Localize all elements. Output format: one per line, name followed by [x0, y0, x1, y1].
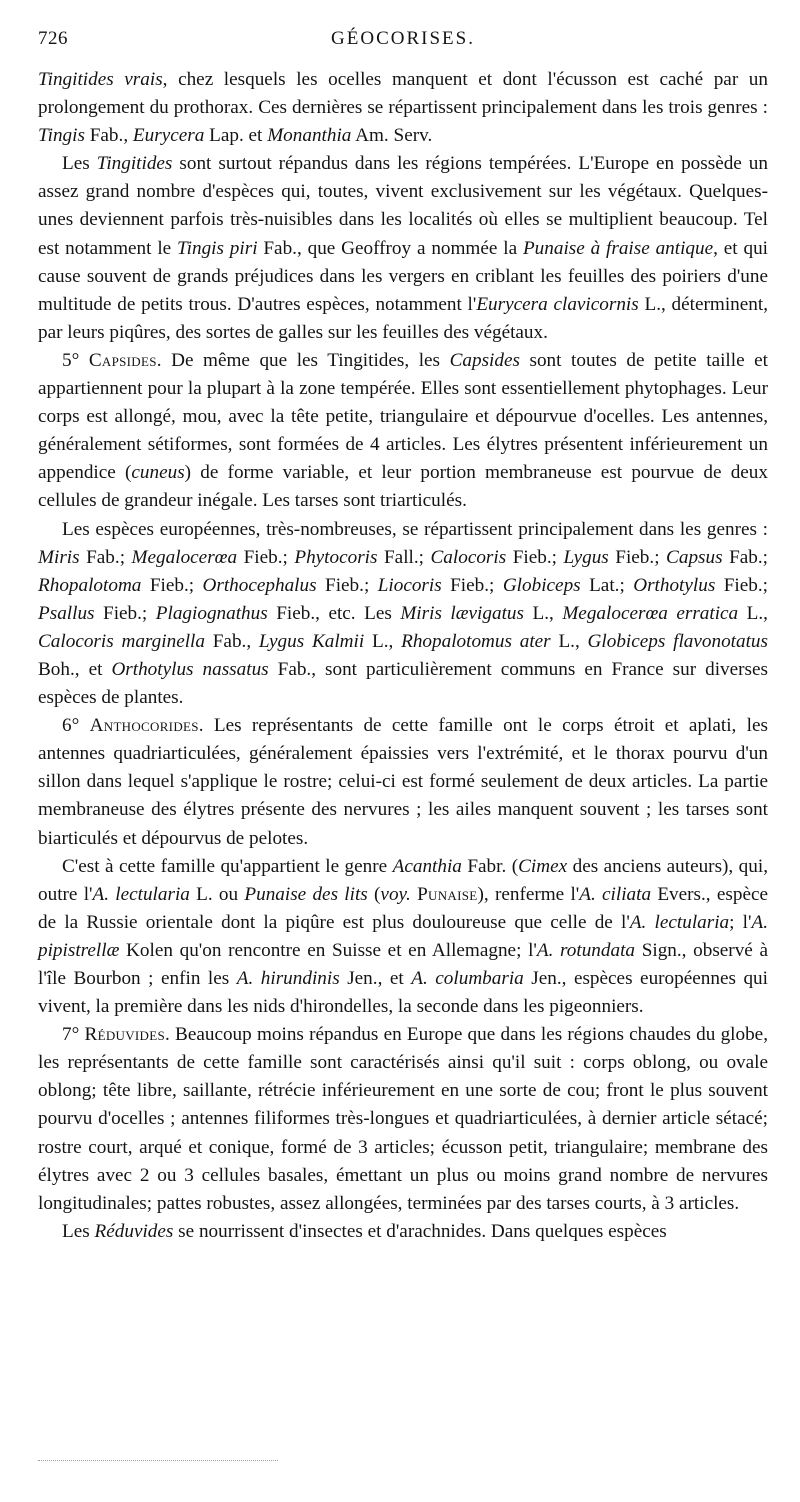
body-text	[38, 66, 768, 1246]
italic-term: Monanthia	[267, 125, 352, 147]
text-run: Fab.;	[722, 546, 768, 568]
italic-term: Miris	[38, 546, 80, 568]
text-run: L.,	[364, 630, 402, 652]
text-run: Lap. et	[204, 125, 268, 147]
text-run: Les espèces européennes, très-nombreuses, se répartissent principalement dans les genres :	[62, 518, 768, 540]
italic-term: Rhopalotomus ater	[401, 630, 551, 652]
paragraph-reduvides	[38, 1021, 768, 1218]
italic-term: cuneus	[131, 462, 185, 484]
italic-term: Calocoris	[430, 546, 507, 568]
text-run: ), renferme l'	[477, 883, 580, 905]
italic-term: Megalocerœa erratica	[562, 602, 739, 624]
text-run: Jen., et	[339, 968, 412, 989]
italic-term: Cimex	[518, 855, 568, 877]
text-run: Fieb.;	[141, 574, 203, 596]
text-run: ; l'	[729, 911, 752, 933]
text-run: L. ou	[189, 883, 245, 905]
text-run: . De même que les Tingitides, les	[156, 349, 450, 371]
italic-term: A. hirundinis	[236, 968, 340, 989]
text-run: , et qui cause souvent de grands préjudices dans les vergers en criblant les feuilles des poiriers d'une multitude de petits trous. D'autres espèces, notamment l'	[38, 237, 768, 315]
text-run: . Beaucoup moins répandus en Europe que dans les régions chaudes du globe, les représentants de cette famille sont caractérisés ainsi qu'il suit : corps oblong, ou ovale oblong; tête libre, saillante, rétrécie inférieurement en une sorte de cou; front le plus souvent pourvu d'ocelles ; antennes filiformes très-longues et quadriarticulées, à dernier article sétacé; rostre court, arqué et conique, formé de 3 articles; écusson petit, triangulaire; membrane des élytres avec 2 ou 3 cellules basales, émettant un plus ou moins grand nombre de nervures longitudinales; pattes robustes, assez allongées, terminées par des tarses courts, à 3 articles.	[38, 1024, 768, 1214]
text-run: sont surtout répandus dans les régions tempérées. L'Europe en possède un assez grand nombre d'espèces qui, toutes, vivent exclusivement sur les végétaux. Quelques-unes deviennent parfois très-nuisibles dans les localités où elles se multiplient beaucoup. Tel est notamment le	[38, 153, 768, 259]
italic-term: A. lectularia	[629, 911, 730, 933]
text-run: Fall.;	[377, 546, 431, 568]
text-run: L.,	[550, 630, 588, 652]
italic-term: A. lectularia	[92, 883, 190, 905]
text-run: . Les représentants de cette famille ont le corps étroit et aplati, les antennes quadriarticulées, généralement épaissies vers l'extrémité, et le thorax pourvu d'un sillon dans lequel s'applique le rostre; celui-ci est formé seulement de deux articles. La partie membraneuse des élytres présente des nervures ; les ailes manquent souvent ; les tarses sont biarticulés et dépourvus de pelotes.	[38, 715, 768, 849]
text-run: Les	[62, 153, 97, 175]
italic-term: Liocoris	[377, 574, 442, 596]
italic-term: Capsides	[449, 349, 520, 371]
italic-term: Tingitides	[96, 153, 173, 175]
italic-term: Acanthia	[392, 855, 462, 877]
italic-term: A. columbaria	[411, 968, 524, 989]
italic-term: Lygus	[563, 546, 609, 568]
text-run: , chez lesquels les ocelles manquent et dont l'écusson est caché par un prolongement du prothorax. Ces dernières se répartissent principalement dans les trois genres :	[38, 69, 768, 119]
text-run: Kolen qu'on rencontre en Suisse et en Allemagne; l'	[119, 939, 537, 961]
text-run: Fieb.;	[316, 574, 378, 596]
italic-term: Phytocoris	[294, 546, 378, 568]
italic-term: Orthocephalus	[202, 574, 317, 596]
paragraph-anthocorides	[38, 712, 768, 852]
paragraph-acanthia	[38, 853, 768, 1022]
text-run: Fieb.;	[715, 574, 768, 596]
text-run: des anciens auteurs), qui, outre l'	[38, 855, 768, 905]
paragraph-tingitides-vrais	[38, 66, 768, 150]
text-run: L., déterminent, par leurs piqûres, des sortes de galles sur les feuilles des végétaux.	[38, 293, 768, 343]
text-run: Fab., sont particulièrement communs en France sur diverses espèces de plantes.	[38, 658, 768, 709]
italic-term: Eurycera	[132, 125, 205, 147]
italic-term: Punaise à fraise antique	[522, 237, 714, 259]
italic-term: Psallus	[38, 602, 95, 624]
text-run: ) de forme variable, et leur portion membraneuse est pourvue de deux cellules de grandeur inégale. Les tarses sont triarticulés.	[38, 462, 768, 512]
paragraph-capsides-species	[38, 516, 768, 713]
text-run: sont toutes de petite taille et appartiennent pour la plupart à la zone tempérée. Elles sont essentiellement phytophages. Leur corps est allongé, mou, avec la tête petite, triangulaire et dépourvue d'ocelles. Les antennes, généralement sétiformes, sont formées de 4 articles. Les élytres présentent inférieurement un appendice (	[38, 349, 768, 484]
text-run: Fieb.;	[506, 546, 564, 568]
family-name: Punaise	[417, 883, 478, 905]
italic-term: Orthotylus	[633, 574, 716, 596]
italic-term: Tingis	[38, 125, 85, 147]
text-run: L.,	[738, 602, 768, 624]
italic-term: Capsus	[666, 546, 723, 568]
italic-term: Tingis piri	[177, 237, 258, 259]
text-run: Les	[62, 1220, 95, 1242]
family-name: Capsides	[88, 349, 157, 371]
italic-term: A. rotundata	[536, 939, 636, 961]
text-run: Fab.,	[84, 125, 133, 147]
italic-term: Lygus Kalmii	[258, 630, 365, 652]
italic-term: Megalocerœa	[131, 546, 238, 568]
italic-term: Globiceps flavonotatus	[587, 630, 768, 652]
italic-term: voy.	[380, 883, 411, 905]
text-run: se nourrissent d'insectes et d'arachnides. Dans quelques espèces	[173, 1220, 667, 1242]
footer-rule	[38, 1460, 278, 1461]
family-name: Réduvides	[84, 1024, 165, 1046]
text-run: Fab.;	[79, 546, 132, 568]
italic-term: Rhopalotoma	[38, 574, 142, 596]
text-run: Fabr. (	[461, 855, 519, 877]
text-run: Fieb.;	[94, 602, 156, 624]
text-run: Jen., espèces européennes qui vivent, la première dans les nids d'hirondelles, la seconde dans les pigeonniers.	[38, 968, 768, 1018]
italic-term: Tingitides vrais	[38, 69, 163, 90]
family-name: Anthocorides	[89, 715, 199, 737]
text-run: Fab., que Geoffroy a nommée la	[257, 237, 523, 259]
page-number: 726	[38, 28, 68, 49]
italic-term: Réduvides	[94, 1220, 174, 1242]
running-head	[38, 24, 768, 54]
text-run: Am. Serv.	[351, 125, 433, 147]
document-page	[38, 24, 768, 1246]
italic-term: Eurycera clavicornis	[476, 293, 639, 315]
paragraph-capsides	[38, 347, 768, 516]
text-run: Fab.,	[204, 630, 259, 652]
section-title: GÉOCORISES.	[331, 28, 475, 49]
italic-term: Plagiognathus	[155, 602, 268, 624]
text-run: Boh., et	[38, 658, 112, 680]
text-run: 5°	[62, 349, 89, 371]
text-run: Evers., espèce de la Russie orientale dont la piqûre est plus douloureuse que celle de l'	[38, 883, 768, 933]
text-run: L.,	[523, 602, 563, 624]
italic-term: Orthotylus nassatus	[111, 658, 269, 680]
italic-term: A. ciliata	[579, 883, 652, 905]
paragraph-reduvides-diet	[38, 1218, 768, 1246]
text-run: Fieb.;	[441, 574, 503, 596]
italic-term: A. pipistrellæ	[38, 911, 768, 961]
text-run: 7°	[62, 1024, 85, 1046]
text-run: Lat.;	[580, 574, 634, 596]
paragraph-tingitides-distribution	[38, 150, 768, 347]
italic-term: Punaise des lits	[244, 883, 368, 905]
text-run: Fieb.;	[237, 546, 295, 568]
text-run: (	[367, 883, 381, 905]
italic-term: Miris lævigatus	[400, 602, 524, 624]
italic-term: Globiceps	[502, 574, 581, 596]
italic-term: Calocoris marginella	[38, 630, 205, 652]
text-run: 6°	[62, 715, 90, 737]
text-run: Fieb., etc. Les	[267, 602, 401, 624]
text-run: C'est à cette famille qu'appartient le genre	[62, 855, 393, 877]
text-run: Fieb.;	[608, 546, 667, 568]
text-run: Sign., observé à l'île Bourbon ; enfin les	[38, 939, 768, 989]
